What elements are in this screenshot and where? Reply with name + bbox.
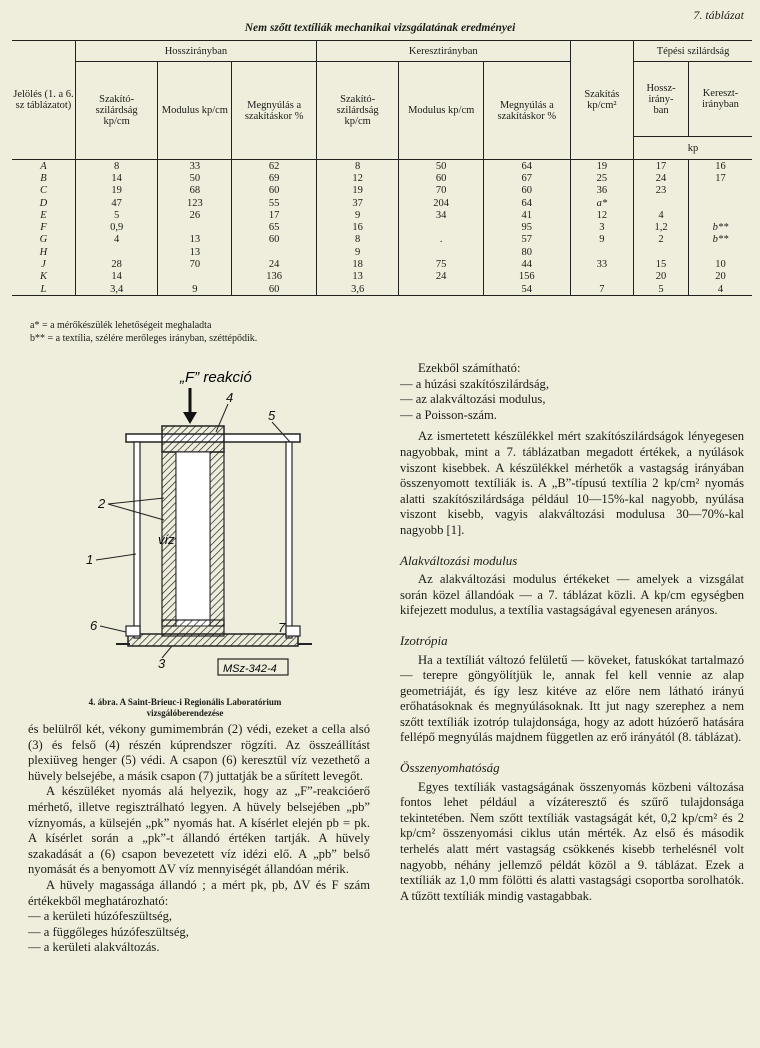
cell: 20 <box>689 271 752 283</box>
table-row <box>12 271 752 283</box>
list-item: — a kerületi húzófeszültség, <box>28 909 173 924</box>
list-item: — a függőleges húzófeszültség, <box>28 924 189 939</box>
table-footnotes <box>30 319 257 345</box>
force-label: „F” reakció <box>180 369 252 386</box>
cell: 20 <box>634 271 689 283</box>
cell: 14 <box>75 271 157 283</box>
cell <box>634 197 689 209</box>
table-number: 7. táblázat <box>693 8 744 22</box>
cell: 41 <box>483 209 570 221</box>
cell: 14 <box>75 172 157 184</box>
group-header-long: Hosszirányban <box>75 41 316 62</box>
cell: 25 <box>570 172 633 184</box>
cell: 0,9 <box>75 221 157 233</box>
callout-6: 6 <box>90 618 98 633</box>
code-box-label: MSz-342-4 <box>223 663 277 675</box>
row-label: E <box>40 209 47 221</box>
cell: 23 <box>634 185 689 197</box>
upper-cone-4 <box>162 426 224 452</box>
cell: 60 <box>483 185 570 197</box>
section-heading: Izotrópia <box>400 632 448 648</box>
cell <box>158 271 232 283</box>
left-column <box>28 722 370 956</box>
cell: 15 <box>634 258 689 270</box>
membrane-right <box>210 452 224 626</box>
cell <box>570 246 633 258</box>
cell <box>399 221 484 233</box>
table-row <box>12 283 752 296</box>
cell: 17 <box>689 172 752 184</box>
cell: 16 <box>316 221 398 233</box>
callout-1: 1 <box>86 552 94 567</box>
group-header-cross: Keresztirányban <box>316 41 570 62</box>
cell: 3,4 <box>75 283 157 296</box>
cell: 54 <box>483 283 570 296</box>
cell <box>158 221 232 233</box>
cell: 60 <box>399 172 484 184</box>
tear-unit-header: kp <box>634 137 752 160</box>
cell: 62 <box>232 160 317 173</box>
burst-header: Szakítás kp/cm² <box>570 41 633 160</box>
cell: 2 <box>634 234 689 246</box>
cell: 13 <box>158 234 232 246</box>
callout-5: 5 <box>268 408 276 423</box>
k-strength-header: Szakító-szilárdság kp/cm <box>316 62 398 160</box>
cell: 47 <box>75 197 157 209</box>
cylinder-wall-left <box>134 442 140 638</box>
cell: 9 <box>570 234 633 246</box>
cell: 69 <box>232 172 317 184</box>
data-table <box>12 40 752 296</box>
cell: 60 <box>232 283 317 296</box>
k-modulus-header: Modulus kp/cm <box>399 62 484 160</box>
cell: 24 <box>634 172 689 184</box>
cell <box>634 246 689 258</box>
cell: 13 <box>158 246 232 258</box>
table-row <box>12 172 752 184</box>
valve-7-block <box>286 626 300 636</box>
label-header: Jelölés (1. a 6. sz táblázatot) <box>12 41 75 160</box>
table-row <box>12 258 752 270</box>
cell <box>232 246 317 258</box>
cell <box>689 246 752 258</box>
cell: 75 <box>399 258 484 270</box>
cell <box>689 209 752 221</box>
table-row <box>12 246 752 258</box>
row-label: G <box>39 234 48 246</box>
cell: 9 <box>316 209 398 221</box>
cell: 12 <box>570 209 633 221</box>
cell: 156 <box>483 271 570 283</box>
cell: 17 <box>232 209 317 221</box>
cell: 36 <box>570 185 633 197</box>
paragraph: Egyes textíliák vastagságának összenyomás közbeni változása fontos lehet például a vízáteresztő és szűrő tulajdonsága tekintetében. Nem szőtt textíliák vastagságát két, 0,2 kp/cm² és 2 kp/cm² összenyomási ciklus után mérték. Az első és második terhelés alatt mért vastagság csökkenés kisebb terhelésnél volt nagyobb, néhány jellemző példát közöl a 9. táblázat. Ezek a textíliák az 1,0 mm fölötti és alatti vastagsági csoportba sorolhatók. A tűzött textíliák mindig vastagabbak. <box>400 779 744 903</box>
lower-cone <box>162 620 224 636</box>
row-label: D <box>39 197 48 209</box>
table-caption: Nem szőtt textíliák mechanikai vizsgálatának eredményei <box>244 22 516 34</box>
paragraph: A hüvely magassága állandó ; a mért pk, pb, ΔV és F szám értékekből meghatározható: <box>28 877 370 908</box>
force-arrow-icon <box>183 388 197 424</box>
figure-caption-line: 4. ábra. A Saint-Brieuc-i Regionális Laboratórium <box>88 697 282 707</box>
list-item: — a kerületi alakváltozás. <box>28 940 160 955</box>
cell: 8 <box>75 160 157 173</box>
cylinder-wall-right <box>286 442 292 638</box>
table-row <box>12 221 752 233</box>
table-row <box>12 234 752 246</box>
cell: 37 <box>316 197 398 209</box>
tear-cross-header: Kereszt-irányban <box>689 62 752 137</box>
cell: 50 <box>158 172 232 184</box>
cell: a* <box>570 197 633 209</box>
cell: 204 <box>399 197 484 209</box>
cell: 13 <box>316 271 398 283</box>
cell: . <box>399 234 484 246</box>
cell: 33 <box>158 160 232 173</box>
cell <box>689 197 752 209</box>
cell: 136 <box>232 271 317 283</box>
section-heading: Alakváltozási modulus <box>400 552 518 568</box>
cell <box>75 246 157 258</box>
cell: 50 <box>399 160 484 173</box>
section-heading: Összenyomhatóság <box>400 760 500 776</box>
paragraph: Ha a textíliát változó felületű — köveket, fatuskókat tartalmazó — terepre göngyölítjük le, annak fel kell vennie az alap geometriáját, és így lesz kitéve az előre nem látható irányú erőhatásoknak és megnyúlásoknak. Itt jut nagy szerephez a nem szőtt textíliák izotróp tulajdonsága, hogy az adott húzóerő hatására fellépő megnyúlás majdnem független az erő irányától (8. táblázat). <box>400 652 744 745</box>
cell: 68 <box>158 185 232 197</box>
cell: 19 <box>570 160 633 173</box>
apparatus-figure <box>40 362 340 707</box>
h-elong-header: Megnyúlás a szakításkor % <box>232 62 317 160</box>
cell: 70 <box>399 185 484 197</box>
cell: 65 <box>232 221 317 233</box>
cell: 3,6 <box>316 283 398 296</box>
cell <box>570 271 633 283</box>
cell: 4 <box>689 283 752 296</box>
inner-core <box>176 452 210 626</box>
cell: 28 <box>75 258 157 270</box>
cell: 24 <box>232 258 317 270</box>
row-label: L <box>40 283 47 295</box>
cell: 5 <box>75 209 157 221</box>
table-row <box>12 185 752 197</box>
cell: 64 <box>483 197 570 209</box>
row-label: B <box>40 172 47 184</box>
cell: 16 <box>689 160 752 173</box>
paragraph: Az ismertetett készülékkel mért szakítószilárdságok lényegesen nagyobbak, mint a 7. táblázatban megadott értékek, a nyúlások viszont kisebbek. A készülékkel mérhetők a vastagság irányában összenyomott textíliák is. A „B”-típusú textília 2 kp/cm² nyomás alatti szakítószilárdsága például 10—15%-kal nagyobb, nyúlása viszont kisebb, vagyis alakváltozási modulusa 30—70%-kal nagyobb [1]. <box>400 429 744 537</box>
water-label: víz <box>158 532 175 547</box>
cell: b** <box>689 221 752 233</box>
cell: 67 <box>483 172 570 184</box>
cell <box>399 283 484 296</box>
paragraph: A készüléket nyomás alá helyezik, hogy az „F”-reakcióerő mérhető, illetve regisztrálható legyen. A hüvely belsejében „pb” víznyomás, a külsején „pk” nyomás hat. A kísérlet elején pb = pk. A kísérlet során a „pk”-t állandó értéken tartják. A hüvely szakadását a (6) csapon bevezetett víz idézi elő. A „pb” belső nyomását és a benyomott ΔV víz mennyiségét állandóan mérik. <box>28 784 370 877</box>
cell: 24 <box>399 271 484 283</box>
list-item: — a Poisson-szám. <box>400 407 497 422</box>
table-row <box>12 209 752 221</box>
footnote: a* = a mérőkészülék lehetőségeit meghaladta <box>30 320 212 331</box>
cell: 5 <box>634 283 689 296</box>
cell: 26 <box>158 209 232 221</box>
paragraph: és belülről két, vékony gumimembrán (2) védi, ezeket a cella alsó (3) és felső (4) részén kúprendszer rögzíti. Az összeállítást plexiüveg henger (5) védi. A csapon (6) keresztül víz vezethető a hüvely belsejébe, a másik csapon (7) juttatják be a sűrített levegőt. <box>28 722 370 783</box>
h-strength-header: Szakító-szilárdság kp/cm <box>75 62 157 160</box>
figure-caption-line: vizsgálóberendezése <box>146 708 224 718</box>
cell: 10 <box>689 258 752 270</box>
cell: 60 <box>232 234 317 246</box>
cell: 17 <box>634 160 689 173</box>
right-column <box>400 361 744 904</box>
h-modulus-header: Modulus kp/cm <box>158 62 232 160</box>
cell: 19 <box>316 185 398 197</box>
cell: 70 <box>158 258 232 270</box>
cell: 95 <box>483 221 570 233</box>
callout-2: 2 <box>98 496 106 511</box>
valve-6-block <box>126 626 140 636</box>
cell: 19 <box>75 185 157 197</box>
cell: 57 <box>483 234 570 246</box>
cell <box>399 246 484 258</box>
list-item: — a húzási szakítószilárdság, <box>400 376 549 391</box>
cell: 9 <box>316 246 398 258</box>
list-item: — az alakváltozási modulus, <box>400 392 546 407</box>
cell: b** <box>689 234 752 246</box>
cell: 8 <box>316 234 398 246</box>
cell: 55 <box>232 197 317 209</box>
cell: 7 <box>570 283 633 296</box>
cell: 33 <box>570 258 633 270</box>
cell: 8 <box>316 160 398 173</box>
row-label: H <box>39 246 48 258</box>
cell: 60 <box>232 185 317 197</box>
table-row <box>12 160 752 173</box>
cell: 1,2 <box>634 221 689 233</box>
row-label: A <box>12 160 75 173</box>
paragraph: Az alakváltozási modulus értékeket — amelyek a vizsgálat során közel állandóak — a 7. táblázat közli. A kp/cm egységben kifejezett modulus, a textília vastagságával egyenesen arányos. <box>400 572 744 618</box>
tear-long-header: Hossz-irány-ban <box>634 62 689 137</box>
cell: 12 <box>316 172 398 184</box>
row-label: C <box>39 185 47 197</box>
callout-3: 3 <box>158 656 166 671</box>
cell: 80 <box>483 246 570 258</box>
table-row <box>12 197 752 209</box>
cell: 9 <box>158 283 232 296</box>
cell <box>689 185 752 197</box>
cell: 4 <box>634 209 689 221</box>
row-label: J <box>41 259 46 271</box>
paragraph: Ezekből számítható: <box>418 361 521 375</box>
footnote: b** = a textília, szélére merőleges irányban, széttépődik. <box>30 333 258 344</box>
callout-7: 7 <box>278 620 286 635</box>
cell: 34 <box>399 209 484 221</box>
cell: 123 <box>158 197 232 209</box>
cell: 3 <box>570 221 633 233</box>
cell: 44 <box>483 258 570 270</box>
cell: 64 <box>483 160 570 173</box>
k-elong-header: Megnyúlás a szakításkor % <box>483 62 570 160</box>
group-header-tear: Tépési szilárdság <box>634 41 752 62</box>
cell: 18 <box>316 258 398 270</box>
row-label: K <box>39 271 47 283</box>
cell: 4 <box>75 234 157 246</box>
row-label: F <box>40 222 47 234</box>
callout-4: 4 <box>226 390 234 405</box>
figure-caption <box>20 697 350 719</box>
